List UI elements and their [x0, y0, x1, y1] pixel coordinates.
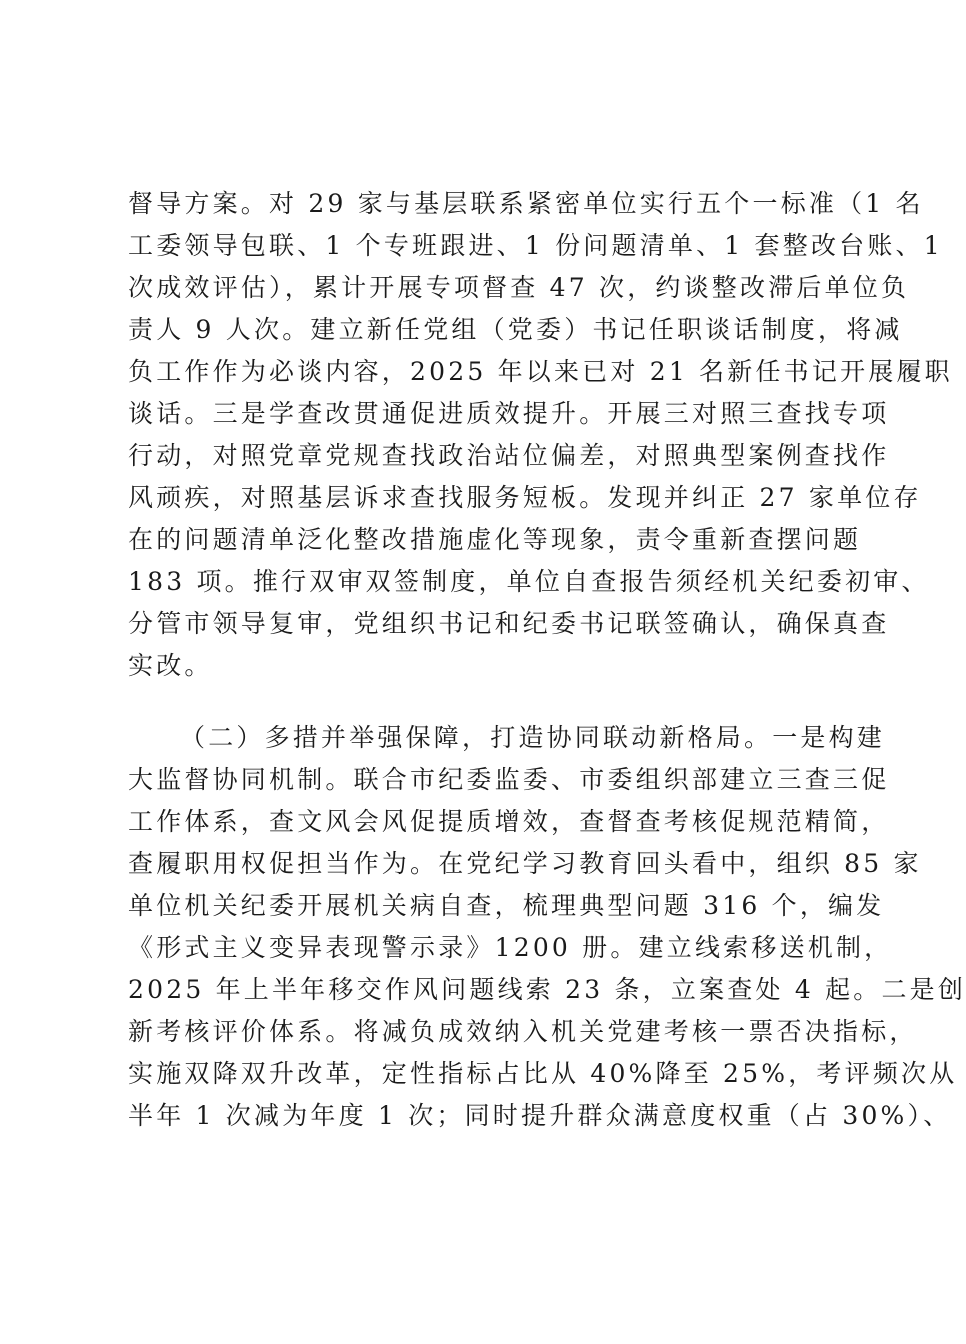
text-line: 谈话。三是学查改贯通促进质效提升。开展三对照三查找专项: [128, 399, 890, 428]
text-line: 行动，对照党章党规查找政治站位偏差，对照典型案例查找作: [128, 441, 890, 470]
text-line: 工作体系，查文风会风促提质增效，查督查考核促规范精简，: [128, 807, 890, 836]
text-line: 在的问题清单泛化整改措施虚化等现象，责令重新查摆问题: [128, 525, 862, 554]
text-line: 责人 9 人次。建立新任党组（党委）书记任职谈话制度，将减: [128, 315, 903, 344]
text-line: 半年 1 次减为年度 1 次；同时提升群众满意度权重（占 30%）、: [128, 1101, 952, 1130]
text-line: 查履职用权促担当作为。在党纪学习教育回头看中，组织 85 家: [128, 849, 922, 878]
text-line: 单位机关纪委开展机关病自查，梳理典型问题 316 个，编发: [128, 891, 885, 920]
paragraph-1: [128, 183, 953, 687]
text-line: 督导方案。对 29 家与基层联系紧密单位实行五个一标准（1 名: [128, 189, 924, 218]
text-line: 工委领导包联、1 个专班跟进、1 份问题清单、1 套整改台账、1: [128, 231, 943, 260]
text-line: 负工作作为必谈内容，2025 年以来已对 21 名新任书记开展履职: [128, 357, 953, 386]
text-line: 大监督协同机制。联合市纪委监委、市委组织部建立三查三促: [128, 765, 890, 794]
text-line: 2025 年上半年移交作风问题线索 23 条，立案查处 4 起。二是创: [128, 975, 966, 1004]
paragraph-2: [128, 717, 966, 1137]
text-line: 实改。: [128, 651, 213, 680]
text-line: 183 项。推行双审双签制度，单位自查报告须经机关纪委初审、: [128, 567, 930, 596]
text-line: 分管市领导复审，党组织书记和纪委书记联签确认，确保真查: [128, 609, 890, 638]
text-line: 实施双降双升改革，定性指标占比从 40%降至 25%，考评频次从: [128, 1059, 958, 1088]
text-line: 风顽疾，对照基层诉求查找服务短板。发现并纠正 27 家单位存: [128, 483, 922, 512]
text-line: 《形式主义变异表现警示录》1200 册。建立线索移送机制，: [128, 933, 893, 962]
text-line: 新考核评价体系。将减负成效纳入机关党建考核一票否决指标，: [128, 1017, 918, 1046]
text-line: 次成效评估），累计开展专项督查 47 次，约谈整改滞后单位负: [128, 273, 910, 302]
text-line-first: （二）多措并举强保障，打造协同联动新格局。一是构建: [180, 723, 886, 752]
